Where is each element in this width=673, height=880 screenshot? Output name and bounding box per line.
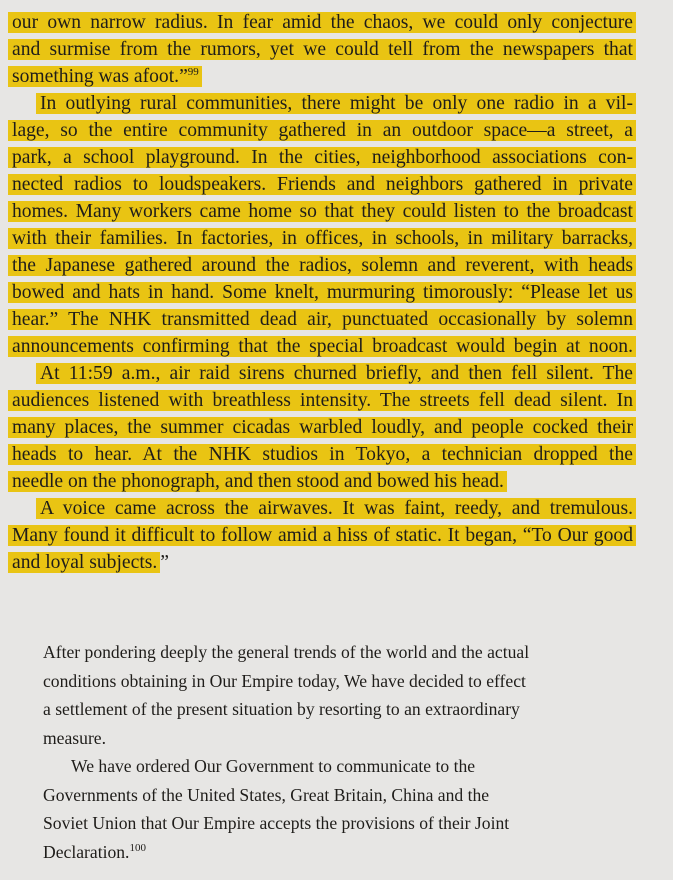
quote-line <box>43 838 603 867</box>
highlighted-text: announcements confirming that the special broadcast would begin at noon. <box>8 336 636 357</box>
quote-text: conditions obtaining in Our Empire today, We have decided to effect <box>43 670 526 691</box>
quote-line <box>43 667 603 696</box>
footnote-marker: 99 <box>187 66 199 78</box>
highlighted-text: At 11:59 a.m., air raid sirens churned briefly, and then fell silent. The <box>36 363 636 384</box>
quote-line <box>43 781 603 810</box>
text-line <box>8 550 636 577</box>
text-line <box>8 226 636 253</box>
quote-line <box>43 695 603 724</box>
text-line <box>8 199 636 226</box>
text-line <box>8 64 636 91</box>
quote-line <box>43 638 603 667</box>
quote-text: Governments of the United States, Great Britain, China and the <box>43 784 490 805</box>
quote-line <box>43 724 603 753</box>
highlighted-text: needle on the phonograph, and then stood and bowed his head. <box>8 471 507 492</box>
footnote-marker: 100 <box>129 841 146 854</box>
highlighted-text: nected radios to loudspeakers. Friends and neighbors gathered in private <box>8 174 636 195</box>
highlighted-text: A voice came across the airwaves. It was faint, reedy, and tremulous. <box>36 498 636 519</box>
quote-line <box>43 809 603 838</box>
text-line <box>8 334 636 361</box>
text-line <box>8 253 636 280</box>
highlighted-text: something was afoot.”$^{99}$ <box>8 66 202 87</box>
text-line <box>8 37 636 64</box>
text-line <box>8 415 636 442</box>
text-line <box>8 91 636 118</box>
text-line <box>8 469 636 496</box>
text-line <box>8 145 636 172</box>
highlighted-text: with their families. In factories, in offices, in schools, in military barracks, <box>8 228 636 249</box>
highlighted-text: In outlying rural communities, there might be only one radio in a vil- <box>36 93 636 114</box>
highlighted-text: lage, so the entire community gathered in an outdoor space—a street, a <box>8 120 636 141</box>
highlighted-text: many places, the summer cicadas warbled loudly, and people cocked their <box>8 417 636 438</box>
quote-text: a settlement of the present situation by resorting to an extraordinary <box>43 699 520 719</box>
highlighted-text: bowed and hats in hand. Some knelt, murmuring timorously: “Please let us <box>8 282 636 303</box>
text-line <box>8 280 636 307</box>
quote-text: Declaration. <box>43 841 130 862</box>
text-line <box>8 118 636 145</box>
highlighted-passage <box>8 10 636 577</box>
highlighted-text: our own narrow radius. In fear amid the chaos, we could only conjecture <box>8 12 636 33</box>
highlighted-text: hear.” The NHK transmitted dead air, punctuated occasionally by solemn <box>8 309 636 330</box>
block-quote <box>43 638 603 866</box>
quote-text: After pondering deeply the general trends of the world and the actual <box>43 642 530 662</box>
text-line <box>8 172 636 199</box>
closing-quote: ” <box>160 552 169 573</box>
text-line <box>8 388 636 415</box>
highlighted-text: audiences listened with breathless intensity. The streets fell dead silent. In <box>8 390 636 411</box>
highlighted-text: and surmise from the rumors, yet we could tell from the newspapers that <box>8 39 636 60</box>
quote-text: Soviet Union that Our Empire accepts the provisions of their Joint <box>43 813 510 833</box>
quote-text: measure. <box>43 727 107 748</box>
highlighted-text: the Japanese gathered around the radios, solemn and reverent, with heads <box>8 255 636 276</box>
quote-line <box>43 752 603 781</box>
text-line <box>8 523 636 550</box>
text-line <box>8 496 636 523</box>
text-line <box>8 361 636 388</box>
highlighted-text: Many found it difficult to follow amid a hiss of static. It began, “To Our good <box>8 525 636 546</box>
highlighted-text: homes. Many workers came home so that they could listen to the broadcast <box>8 201 636 222</box>
text-line <box>8 307 636 334</box>
text-line <box>8 10 636 37</box>
text-line <box>8 442 636 469</box>
quote-text: We have ordered Our Government to communicate to the <box>71 756 476 776</box>
highlighted-text: and loyal subjects. <box>8 552 160 573</box>
highlighted-text: park, a school playground. In the cities, neighborhood associations con- <box>8 147 636 168</box>
highlighted-text: heads to hear. At the NHK studios in Tokyo, a technician dropped the <box>8 444 636 465</box>
